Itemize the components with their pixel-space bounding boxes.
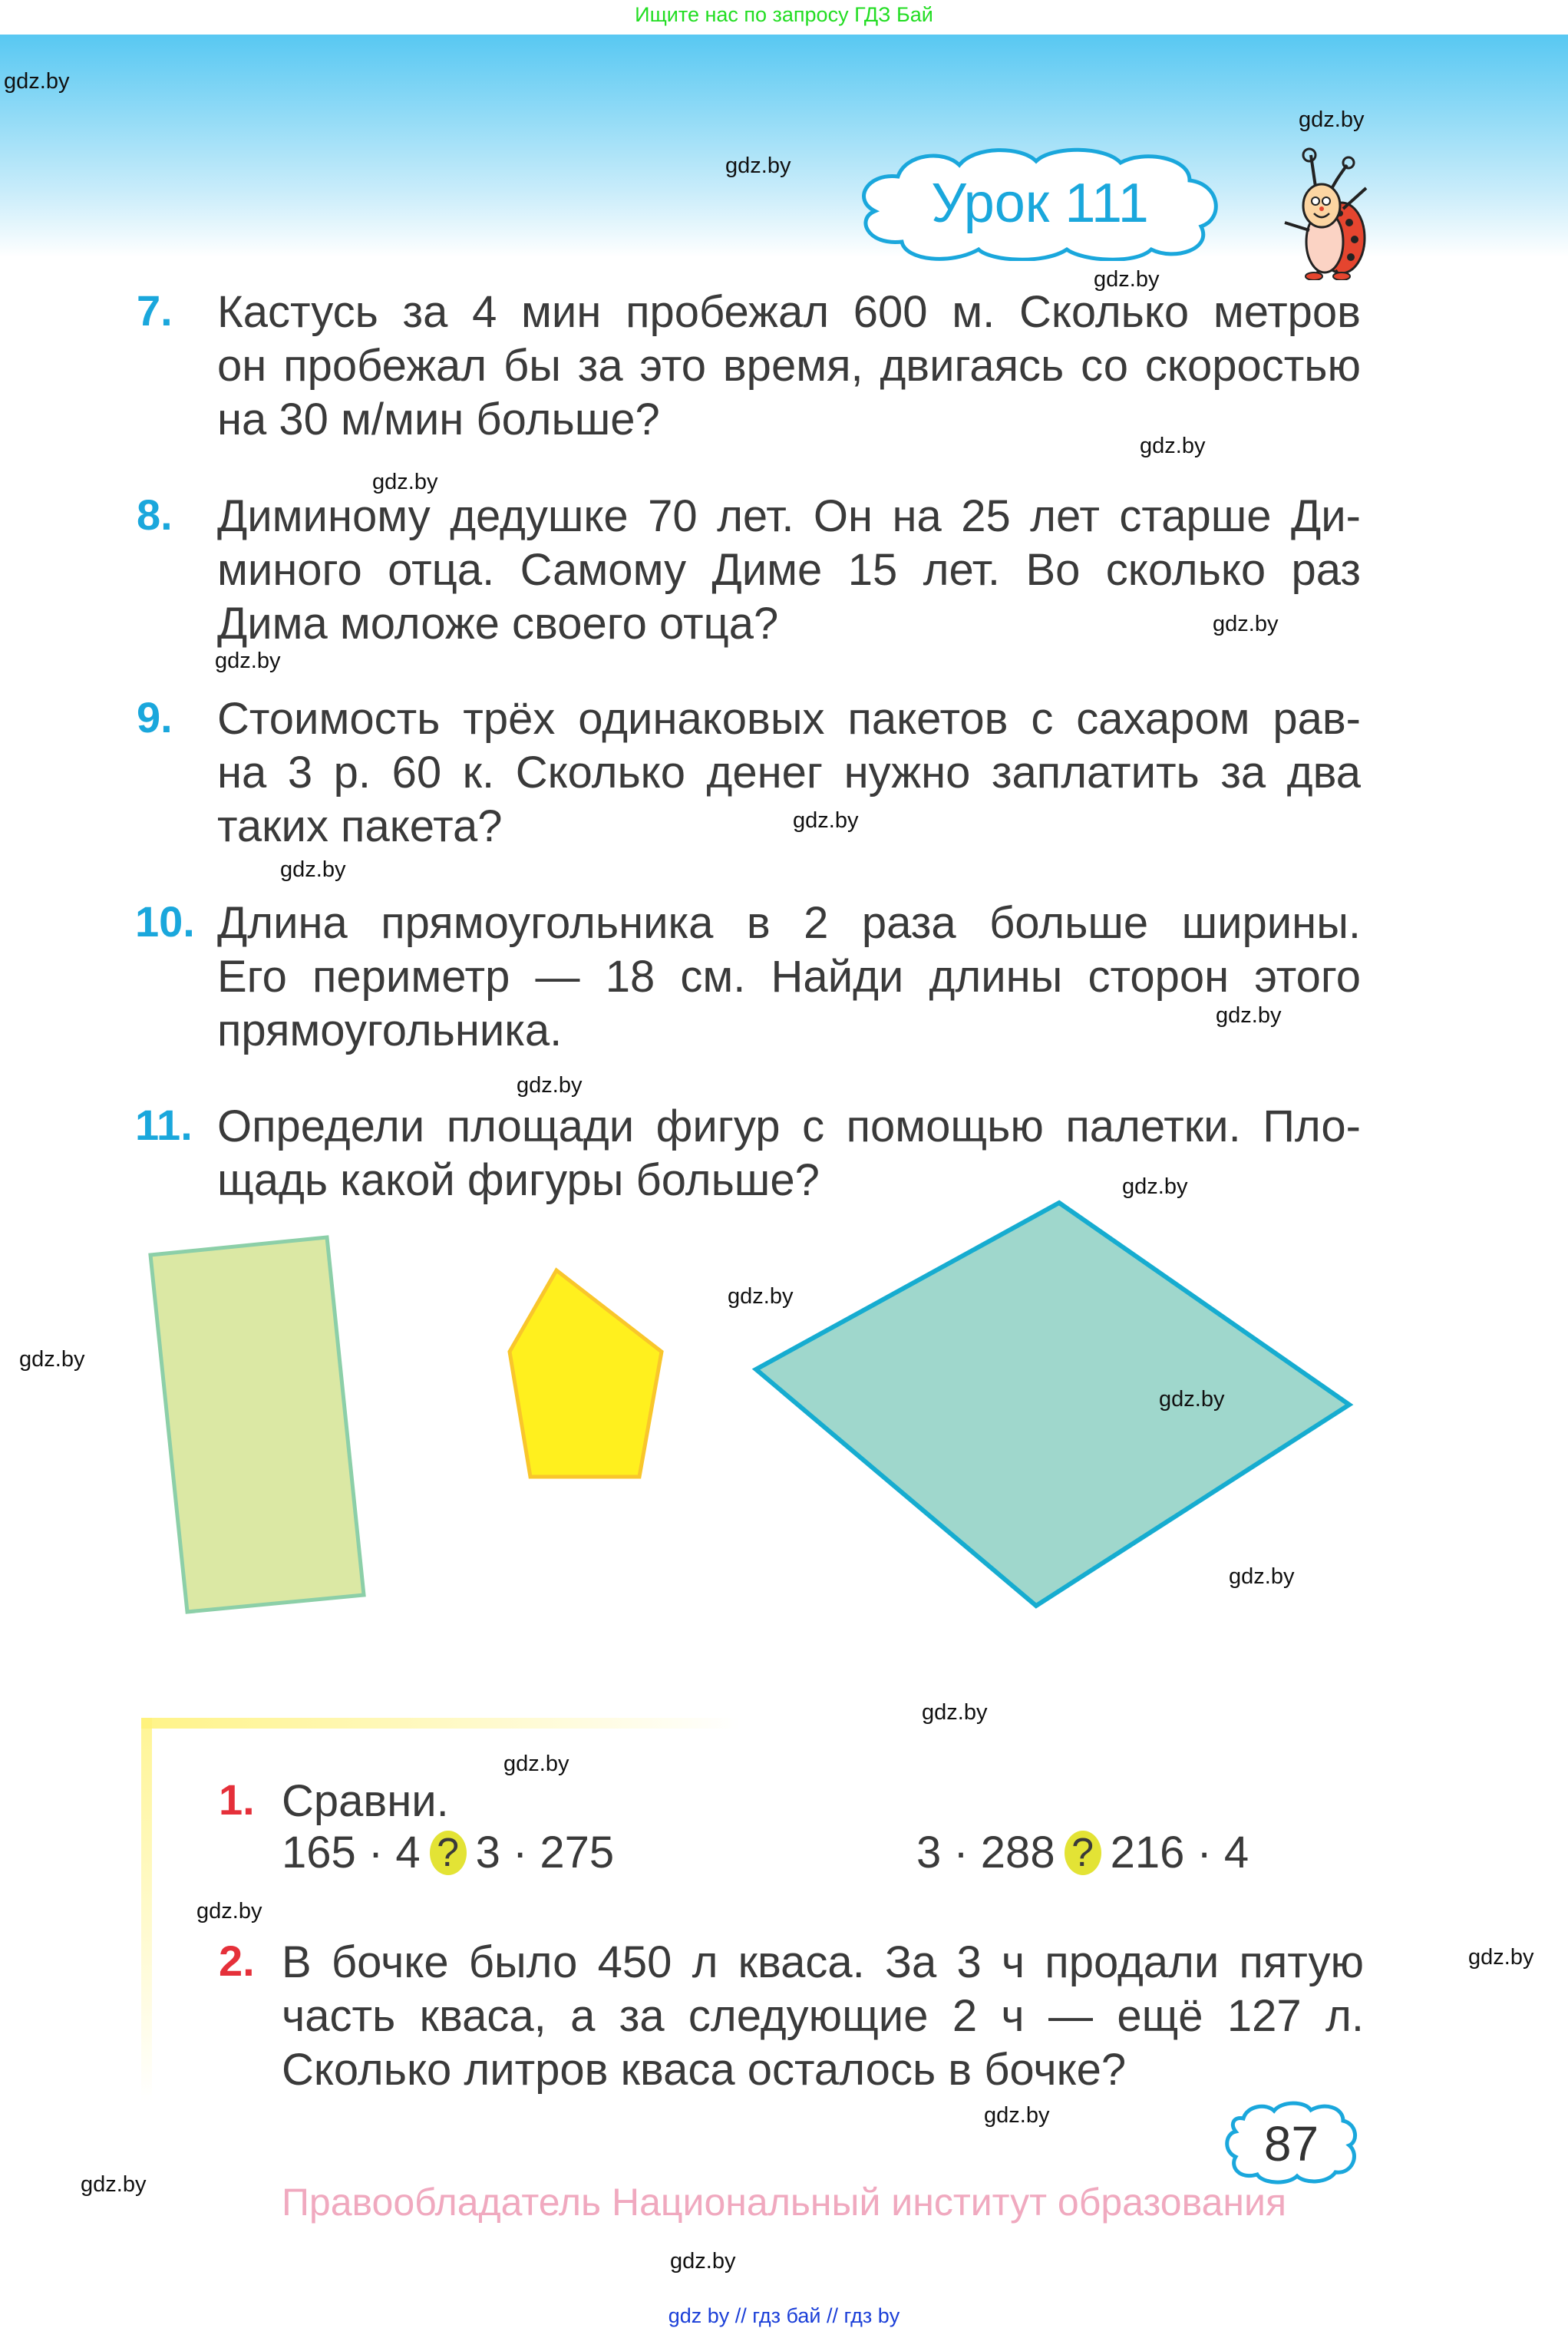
comparison-left bbox=[282, 1827, 614, 1878]
watermark: gdz.by bbox=[922, 1700, 988, 1725]
task-number: 7. bbox=[137, 286, 173, 335]
watermark: gdz.by bbox=[372, 470, 438, 494]
task-line: Его периметр — 18 см. Найди длины сторон этого bbox=[217, 952, 1361, 1002]
expression-b: 216 · 4 bbox=[1110, 1828, 1249, 1877]
watermark: gdz.by bbox=[728, 1284, 794, 1309]
task-number: 11. bbox=[135, 1101, 193, 1149]
task-line: на 30 м/мин больше? bbox=[217, 395, 660, 444]
page-number: 87 bbox=[1263, 2115, 1319, 2171]
task-line: Сколько литров кваса осталось в бочке? bbox=[282, 2045, 1127, 2095]
watermark: gdz.by bbox=[984, 2103, 1050, 2128]
watermark: gdz.by bbox=[196, 1899, 262, 1924]
task-number: 8. bbox=[137, 490, 173, 539]
watermark: gdz.by bbox=[1094, 267, 1160, 292]
task-text bbox=[217, 286, 1361, 447]
figures-area bbox=[0, 1197, 1568, 1627]
watermark: gdz.by bbox=[1216, 1003, 1282, 1028]
ladybug-mascot-icon bbox=[1274, 146, 1374, 280]
watermark: gdz.by bbox=[1468, 1945, 1534, 1970]
watermark: gdz.by bbox=[280, 857, 346, 882]
watermark: gdz.by bbox=[793, 808, 859, 833]
watermark: gdz.by bbox=[1229, 1564, 1295, 1589]
top-banner-text: Ищите нас по запросу ГДЗ Бай bbox=[635, 3, 933, 26]
task-line: Дима моложе своего отца? bbox=[217, 599, 779, 649]
task-number: 9. bbox=[137, 693, 173, 741]
expression-a: 3 · 288 bbox=[916, 1828, 1055, 1877]
watermark: gdz.by bbox=[215, 649, 281, 673]
comparison-right bbox=[916, 1827, 1249, 1878]
task-line: часть кваса, а за следующие 2 ч — ещё 127 л. bbox=[282, 1991, 1364, 2041]
task-text bbox=[217, 490, 1361, 651]
task-line: на 3 р. 60 к. Сколько денег нужно заплатить за два bbox=[217, 748, 1361, 797]
task-line: Стоимость трёх одинаковых пакетов с сахаром рав- bbox=[217, 694, 1361, 744]
expression-b: 3 · 275 bbox=[475, 1828, 615, 1877]
task-number: 2. bbox=[219, 1937, 255, 1985]
task-number: 10. bbox=[135, 897, 195, 946]
lesson-title: Урок 111 bbox=[931, 173, 1149, 234]
task-line: Определи площади фигур с помощью палетки. Пло- bbox=[217, 1101, 1361, 1151]
task-text bbox=[217, 692, 1361, 854]
task-number: 1. bbox=[219, 1775, 255, 1824]
task-line: В бочке было 450 л кваса. За 3 ч продали пятую bbox=[282, 1937, 1364, 1987]
page-number-cloud bbox=[1220, 2099, 1362, 2188]
watermark: gdz.by bbox=[1213, 612, 1279, 636]
task-line: Диминому дедушке 70 лет. Он на 25 лет старше Ди- bbox=[217, 491, 1361, 541]
comparison-placeholder[interactable]: ? bbox=[430, 1831, 467, 1875]
watermark: gdz.by bbox=[725, 154, 791, 178]
top-banner bbox=[0, 0, 1568, 35]
task-line: Длина прямоугольника в 2 раза больше ширины. bbox=[217, 898, 1361, 948]
watermark: gdz.by bbox=[1140, 434, 1206, 458]
comparison-placeholder[interactable]: ? bbox=[1065, 1831, 1101, 1875]
task-line: таких пакета? bbox=[217, 801, 503, 851]
watermark: gdz.by bbox=[1299, 107, 1365, 132]
watermark: gdz.by bbox=[4, 69, 70, 94]
watermark: gdz.by bbox=[1122, 1174, 1188, 1199]
pentagon-figure bbox=[510, 1270, 662, 1477]
lesson-title-cloud bbox=[852, 146, 1228, 261]
watermark: gdz.by bbox=[517, 1073, 583, 1098]
task-text bbox=[282, 1936, 1364, 2097]
task-line: он пробежал бы за это время, двигаясь со скоростью bbox=[217, 341, 1361, 391]
task-line: прямоугольника. bbox=[217, 1006, 563, 1055]
task-line: щадь какой фигуры больше? bbox=[217, 1155, 820, 1205]
task-line: Кастусь за 4 мин пробежал 600 м. Сколько метров bbox=[217, 287, 1361, 337]
watermark: gdz.by bbox=[19, 1347, 85, 1372]
watermark: gdz.by bbox=[81, 2172, 147, 2197]
expression-a: 165 · 4 bbox=[282, 1828, 421, 1877]
task-title: Сравни. bbox=[282, 1776, 449, 1826]
watermark: gdz.by bbox=[1159, 1387, 1225, 1412]
rectangle-figure bbox=[150, 1237, 364, 1612]
footer-links: gdz by // гдз бай // гдз by bbox=[668, 2304, 900, 2327]
task-line: миного отца. Самому Диме 15 лет. Во сколько раз bbox=[217, 545, 1361, 595]
rhombus-figure bbox=[756, 1203, 1349, 1606]
copyright-notice: Правообладатель Национальный институт образования bbox=[281, 2181, 1287, 2224]
task-text bbox=[217, 1100, 1361, 1207]
watermark: gdz.by bbox=[503, 1752, 569, 1776]
task-text bbox=[217, 897, 1361, 1058]
watermark: gdz.by bbox=[670, 2249, 736, 2274]
